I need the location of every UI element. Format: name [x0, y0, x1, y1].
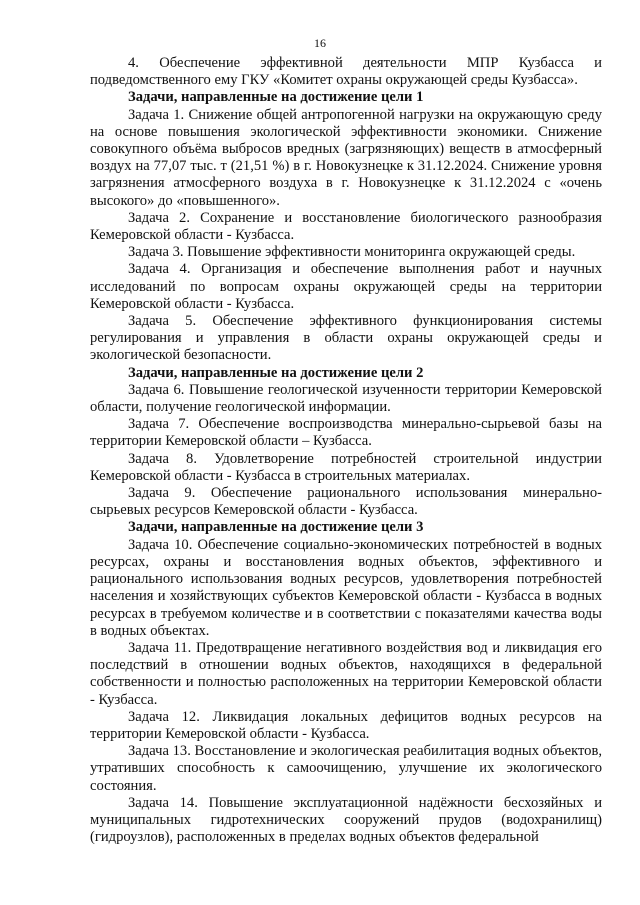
document-body [90, 55, 602, 846]
page-number: 16 [314, 36, 326, 50]
paragraph: Задача 3. Повышение эффективности мониторинга окружающей среды. [128, 244, 576, 261]
paragraph: Задача 11. Предотвращение негативного воздействия вод и ликвидация его последствий в отношении водных объектов, находящихся в федеральной собственности и полностью расположенных на территории Кемеровской области - Кузбасса. [90, 639, 602, 708]
paragraph: Задача 5. Обеспечение эффективного функционирования системы регулирования и управления в области охраны окружающей среды и экологической безопасности. [90, 313, 602, 364]
paragraph: Задача 7. Обеспечение воспроизводства минерально-сырьевой базы на территории Кемеровской области – Кузбасса. [90, 416, 602, 450]
section-heading: Задачи, направленные на достижение цели 2 [128, 364, 424, 381]
paragraph: Задача 1. Снижение общей антропогенной нагрузки на окружающую среду на основе повышения экологической эффективности экономики. Снижение совокупного объёма выбросов вредных (загрязняющих) веществ в атмосферный воздух на 77,07 тыс. т (21,51 %) в г. Новокузнецке к 31.12.2024. Снижение уровня загрязнения атмосферного воздуха в г. Новокузнецке к 31.12.2024 с «очень высокого» до «повышенного». [90, 106, 602, 209]
section-heading: Задачи, направленные на достижение цели 1 [128, 89, 424, 106]
paragraph: Задача 8. Удовлетворение потребностей строительной индустрии Кемеровской области - Кузбасса в строительных материалах. [90, 450, 602, 484]
paragraph: Задача 4. Организация и обеспечение выполнения работ и научных исследований по вопросам охраны окружающей среды на территории Кемеровской области - Кузбасса. [90, 261, 602, 312]
paragraph: Задача 9. Обеспечение рационального использования минерально-сырьевых ресурсов Кемеровской области - Кузбасса. [90, 485, 602, 519]
paragraph: Задача 6. Повышение геологической изученности территории Кемеровской области, получение геологической информации. [90, 381, 602, 416]
paragraph: Задача 13. Восстановление и экологическая реабилитация водных объектов, утративших способность к самоочищению, улучшение их экологического состояния. [90, 743, 602, 794]
section-heading: Задачи, направленные на достижение цели 3 [128, 519, 424, 536]
paragraph: Задача 10. Обеспечение социально-экономических потребностей в водных ресурсах, охраны и восстановления водных объектов, эффективного и рационального использования водных ресурсов, удовлетворения потребностей населения и хозяйствующих субъектов Кемеровской области - Кузбасса в водных ресурсах в требуемом количестве и в соответствии с показателями качества воды в водных объектах. [90, 536, 602, 639]
paragraph: Задача 12. Ликвидация локальных дефицитов водных ресурсов на территории Кемеровской области - Кузбасса. [90, 708, 602, 742]
paragraph: 4. Обеспечение эффективной деятельности МПР Кузбасса и подведомственного ему ГКУ «Комитет охраны окружающей среды Кузбасса». [90, 55, 602, 89]
paragraph: Задача 2. Сохранение и восстановление биологического разнообразия Кемеровской области - Кузбасса. [90, 209, 602, 244]
paragraph: Задача 14. Повышение эксплуатационной надёжности бесхозяйных и муниципальных гидротехнических сооружений прудов (водохранилищ) (гидроузлов), расположенных в пределах водных объектов федеральной [90, 794, 602, 846]
